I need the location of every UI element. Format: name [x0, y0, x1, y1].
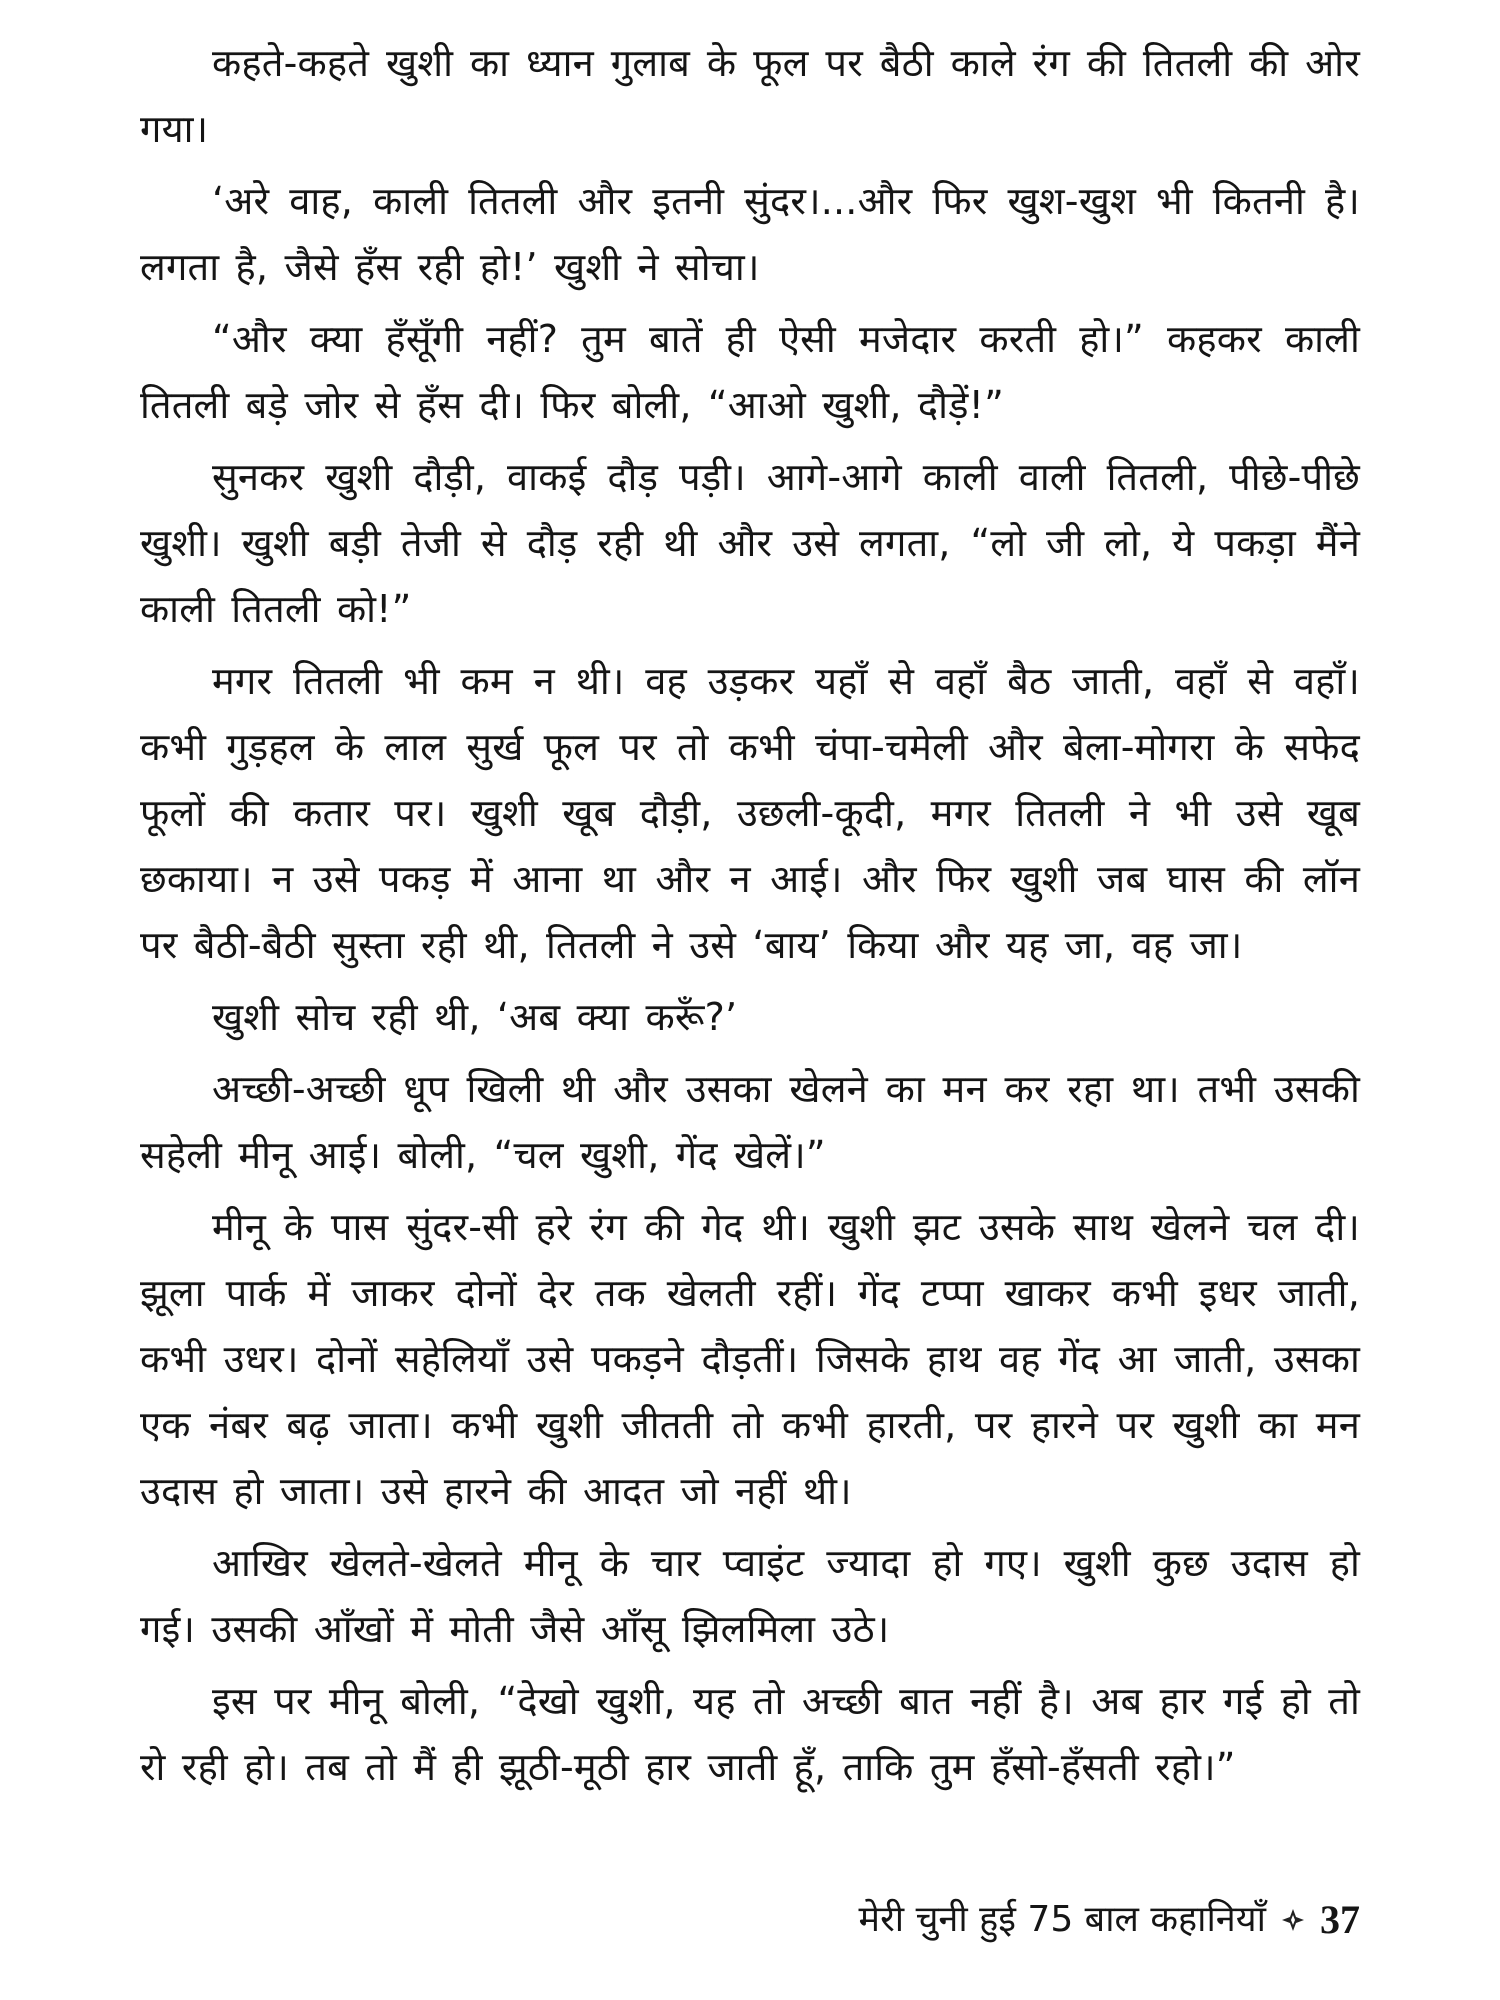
paragraph: अच्छी-अच्छी धूप खिली थी और उसका खेलने का मन कर रहा था। तभी उसकी सहेली मीनू आई। बोली, “चल खुशी, गेंद खेलें।”: [140, 1067, 1360, 1177]
paragraph: ‘अरे वाह, काली तितली और इतनी सुंदर।...और फिर खुश-खुश भी कितनी है। लगता है, जैसे हँस रही हो!’ खुशी ने सोचा।: [140, 179, 1360, 289]
story-text: [140, 30, 1360, 1806]
book-title: मेरी चुनी हुई 75 बाल कहानियाँ: [858, 1899, 1266, 1940]
paragraph: मगर तितली भी कम न थी। वह उड़कर यहाँ से वहाँ बैठ जाती, वहाँ से वहाँ। कभी गुड़हल के लाल सुर्ख फूल पर तो कभी चंपा-चमेली और बेला-मोगरा के सफेद फूलों की कतार पर। खुशी खूब दौड़ी, उछली-कूदी, मगर तितली ने भी उसे खूब छकाया। न उसे पकड़ में आना था और न आई। और फिर खुशी जब घास की लॉन पर बैठी-बैठी सुस्ता रही थी, तितली ने उसे ‘बाय’ किया और यह जा, वह जा।: [140, 659, 1360, 967]
paragraph: इस पर मीनू बोली, “देखो खुशी, यह तो अच्छी बात नहीं है। अब हार गई हो तो रो रही हो। तब तो मैं ही झूठी-मूठी हार जाती हूँ, ताकि तुम हँसो-हँसती रहो।”: [140, 1679, 1360, 1789]
page-footer: [859, 1895, 1360, 1945]
paragraph: मीनू के पास सुंदर-सी हरे रंग की गेद थी। खुशी झट उसके साथ खेलने चल दी। झूला पार्क में जाकर दोनों देर तक खेलती रहीं। गेंद टप्पा खाकर कभी इधर जाती, कभी उधर। दोनों सहेलियाँ उसे पकड़ने दौड़तीं। जिसके हाथ वह गेंद आ जाती, उसका एक नंबर बढ़ जाता। कभी खुशी जीतती तो कभी हारती, पर हारने पर खुशी का मन उदास हो जाता। उसे हारने की आदत जो नहीं थी।: [140, 1205, 1360, 1513]
page-number: 37: [1320, 1897, 1360, 1942]
diamond-ornament-icon: [1280, 1907, 1306, 1933]
paragraph: “और क्या हँसूँगी नहीं? तुम बातें ही ऐसी मजेदार करती हो।” कहकर काली तितली बड़े जोर से हँस दी। फिर बोली, “आओ खुशी, दौड़ें!”: [140, 317, 1360, 427]
paragraph: कहते-कहते खुशी का ध्यान गुलाब के फूल पर बैठी काले रंग की तितली की ओर गया।: [140, 41, 1360, 151]
paragraph: खुशी सोच रही थी, ‘अब क्या करूँ?’: [212, 995, 738, 1039]
paragraph: सुनकर खुशी दौड़ी, वाकई दौड़ पड़ी। आगे-आगे काली वाली तितली, पीछे-पीछे खुशी। खुशी बड़ी तेजी से दौड़ रही थी और उसे लगता, “लो जी लो, ये पकड़ा मैंने काली तितली को!”: [140, 455, 1360, 631]
paragraph: आखिर खेलते-खेलते मीनू के चार प्वाइंट ज्यादा हो गए। खुशी कुछ उदास हो गई। उसकी आँखों में मोती जैसे आँसू झिलमिला उठे।: [140, 1541, 1360, 1651]
book-page: [140, 30, 1360, 1970]
